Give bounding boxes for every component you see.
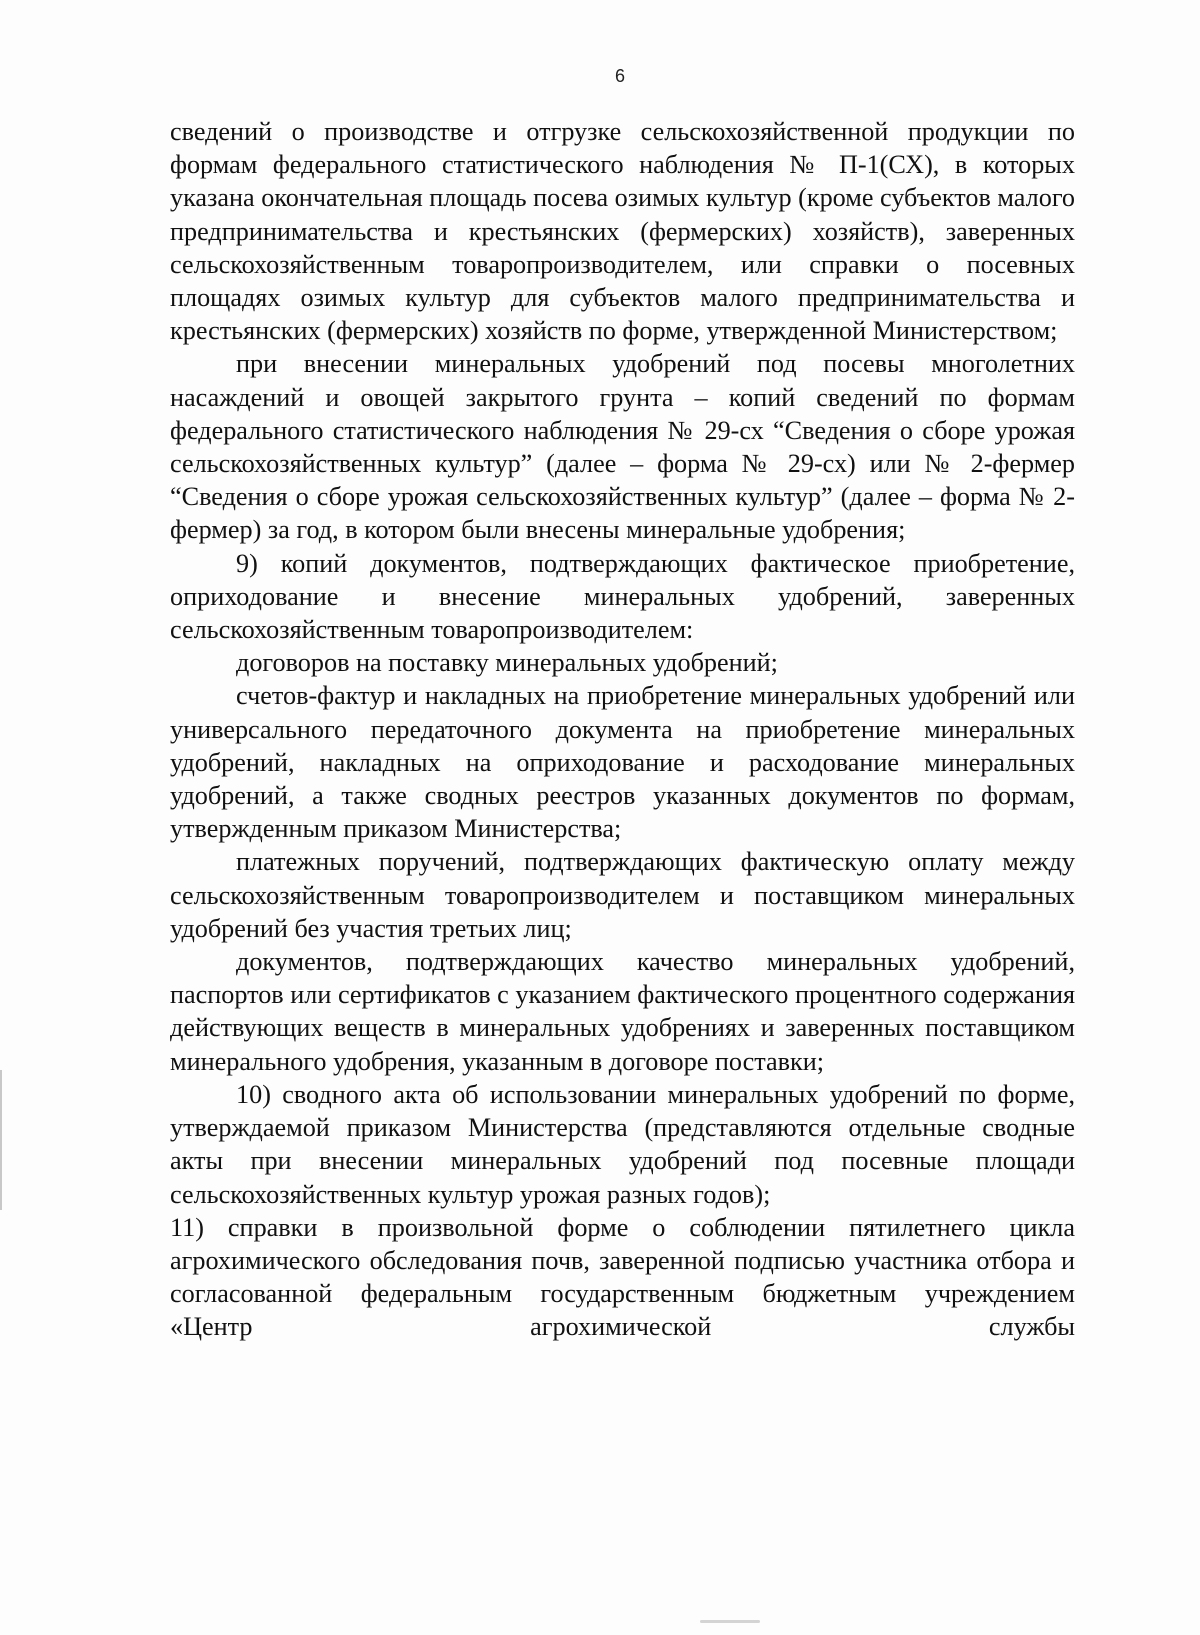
scan-smudge — [700, 1620, 760, 1623]
paragraph-forms-p1-sx: сведений о производстве и отгрузке сельскохозяйственной продукции по формам федерального статистического наблюдения № П-1(СХ), в которых указана окончательная площадь посева озимых культур (кроме субъектов малого предпринимательства и крестьянских (фермерских) хозяйств), заверенных сельскохозяйственным товаропроизводителем, или справки о посевных площадях озимых культур для субъектов малого предпринимательства и крестьянских (фермерских) хозяйств по форме, утвержденной Министерством; — [170, 117, 1075, 346]
paragraph-item-10: 10) сводного акта об использовании минеральных удобрений по форме, утверждаемой приказом Министерства (представляются отдельные сводные акты при внесении минеральных удобрений под посевные площади сельскохозяйственных культур урожая разных годов); — [170, 1079, 1075, 1209]
paragraph-payment-orders: платежных поручений, подтверждающих фактическую оплату между сельскохозяйственным товаропроизводителем и поставщиком минеральных удобрений без участия третьих лиц; — [170, 847, 1075, 943]
document-body — [170, 115, 1075, 1344]
paragraph-invoices: счетов-фактур и накладных на приобретение минеральных удобрений или универсального передаточного документа на приобретение минеральных удобрений, накладных на оприходование и расходование минеральных удобрений, а также сводных реестров указанных документов по формам, утвержденным приказом Министерства; — [170, 681, 1075, 844]
paragraph-supply-contracts: договоров на поставку минеральных удобрений; — [236, 648, 778, 678]
paragraph-perennial-plantings: при внесении минеральных удобрений под посевы многолетних насаждений и овощей закрытого грунта – копий сведений по формам федерального статистического наблюдения № 29-сх “Сведения о сборе урожая сельскохозяйственных культур” (далее – форма № 29-сх) или № 2-фермер “Сведения о сборе урожая сельскохозяйственных культур” (далее – форма № 2-фермер) за год, в котором были внесены минеральные удобрения; — [170, 349, 1075, 545]
scan-edge-mark — [0, 1070, 2, 1210]
page-number: 6 — [614, 66, 625, 86]
paragraph-item-11: 11) справки в произвольной форме о соблюдении пятилетнего цикла агрохимического обследования почв, заверенной подписью участника отбора и согласованной федеральным государственным бюджетным учреждением «Центр агрохимической службы — [170, 1212, 1075, 1342]
paragraph-item-9: 9) копий документов, подтверждающих фактическое приобретение, оприходование и внесение минеральных удобрений, заверенных сельскохозяйственным товаропроизводителем: — [170, 548, 1075, 645]
paragraph-quality-documents: документов, подтверждающих качество минеральных удобрений, паспортов или сертификатов с указанием фактического процентного содержания действующих веществ в минеральных удобрениях и заверенных поставщиком минерального удобрения, указанным в договоре поставки; — [170, 947, 1075, 1076]
